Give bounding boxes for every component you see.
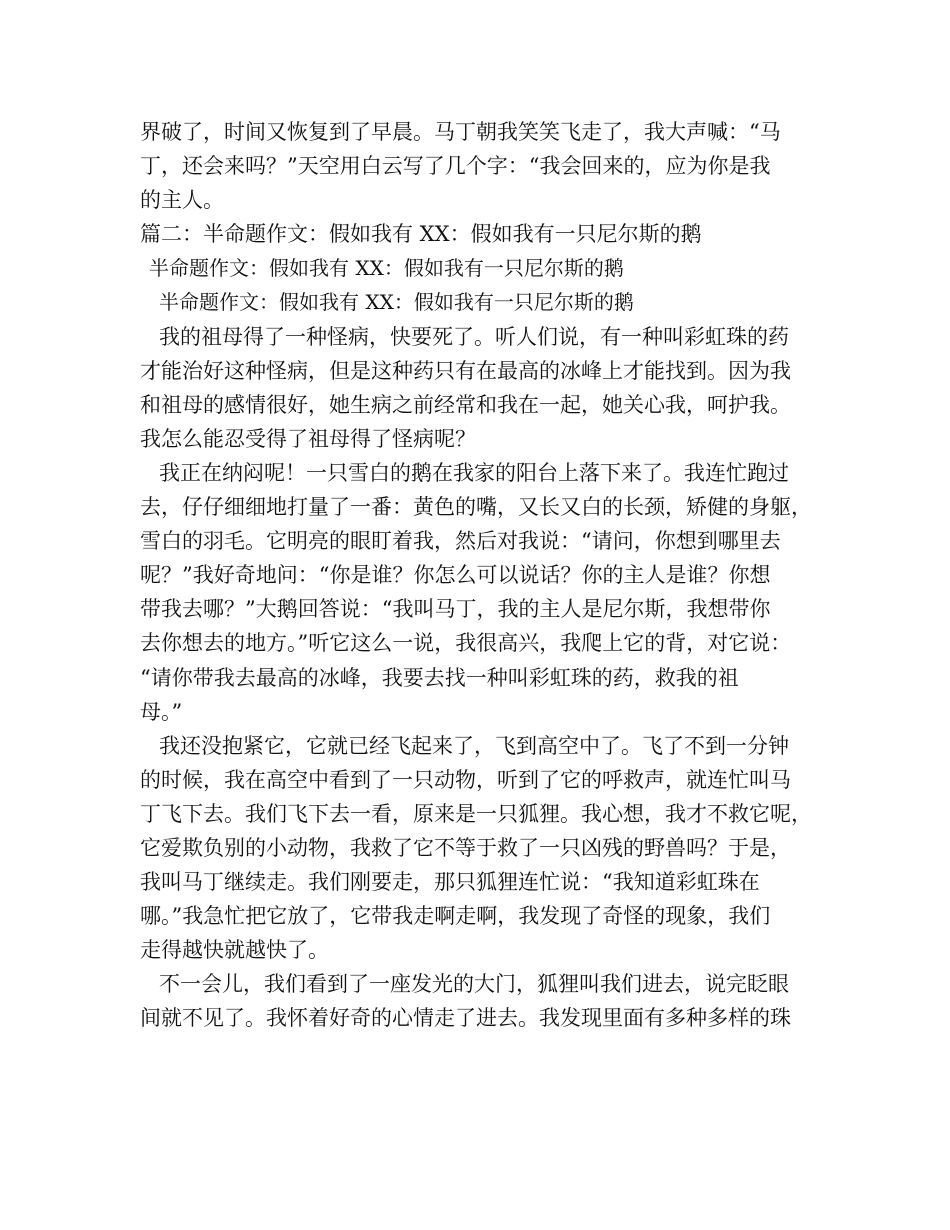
paragraph-line: 呢？”我好奇地问：“你是谁？你怎么可以说话？你的主人是谁？你想 [140,563,771,588]
paragraph-line: 才能治好这种怪病，但是这种药只有在最高的冰峰上才能找到。因为我 [140,358,791,383]
paragraph-line: 去，仔仔细细地打量了一番：黄色的嘴，又长又白的长颈，矫健的身躯， [140,495,812,520]
paragraph-line: 它爱欺负别的小动物，我救了它不等于救了一只凶残的野兽吗？于是， [140,835,791,860]
paragraph-line: 走得越快就越快了。 [140,938,329,963]
paragraph-line: 我还没抱紧它，它就已经飞起来了，飞到高空中了。飞了不到一分钟 [159,733,789,758]
paragraph-line: 母。” [140,699,183,724]
paragraph-line: 雪白的羽毛。它明亮的眼盯着我，然后对我说：“请问，你想到哪里去 [140,529,781,554]
paragraph-line: 的时候，我在高空中看到了一只动物，听到了它的呼救声，就连忙叫马 [140,767,791,792]
paragraph-line: 不一会儿，我们看到了一座发光的大门，狐狸叫我们进去，说完眨眼 [159,972,789,997]
essay-title-repeat: 半命题作文：假如我有 XX：假如我有一只尼尔斯的鹅 [159,290,634,315]
text-line: 丁，还会来吗？”天空用白云写了几个字：“我会回来的，应为你是我 [140,154,771,179]
paragraph-line: 我的祖母得了一种怪病，快要死了。听人们说，有一种叫彩虹珠的药 [159,324,789,349]
essay-title: 半命题作文：假如我有 XX：假如我有一只尼尔斯的鹅 [149,256,624,281]
paragraph-line: “请你带我去最高的冰峰，我要去找一种叫彩虹珠的药，救我的祖 [140,665,739,690]
text-line: 的主人。 [140,188,224,213]
paragraph-line: 去你想去的地方。”听它这么一说，我很高兴，我爬上它的背，对它说： [140,631,792,656]
paragraph-line: 丁飞下去。我们飞下去一看，原来是一只狐狸。我心想，我才不救它呢， [140,801,812,826]
paragraph-line: 我怎么能忍受得了祖母得了怪病呢？ [140,426,476,451]
paragraph-line: 我叫马丁继续走。我们刚要走，那只狐狸连忙说：“我知道彩虹珠在 [140,870,760,895]
text-line: 界破了，时间又恢复到了早晨。马丁朝我笑笑飞走了，我大声喊：“马 [140,120,781,144]
section-heading: 篇二：半命题作文：假如我有 XX：假如我有一只尼尔斯的鹅 [140,222,702,247]
paragraph-line: 带我去哪？”大鹅回答说：“我叫马丁，我的主人是尼尔斯，我想带你 [140,597,771,622]
paragraph-line: 我正在纳闷呢！一只雪白的鹅在我家的阳台上落下来了。我连忙跑过 [159,460,789,485]
document-body [140,115,820,1036]
paragraph-line: 间就不见了。我怀着好奇的心情走了进去。我发现里面有多种多样的珠 [140,1006,791,1031]
paragraph-line: 哪。”我急忙把它放了，它带我走啊走啊，我发现了奇怪的现象，我们 [140,904,771,929]
paragraph-line: 和祖母的感情很好，她生病之前经常和我在一起，她关心我，呵护我。 [140,392,791,417]
